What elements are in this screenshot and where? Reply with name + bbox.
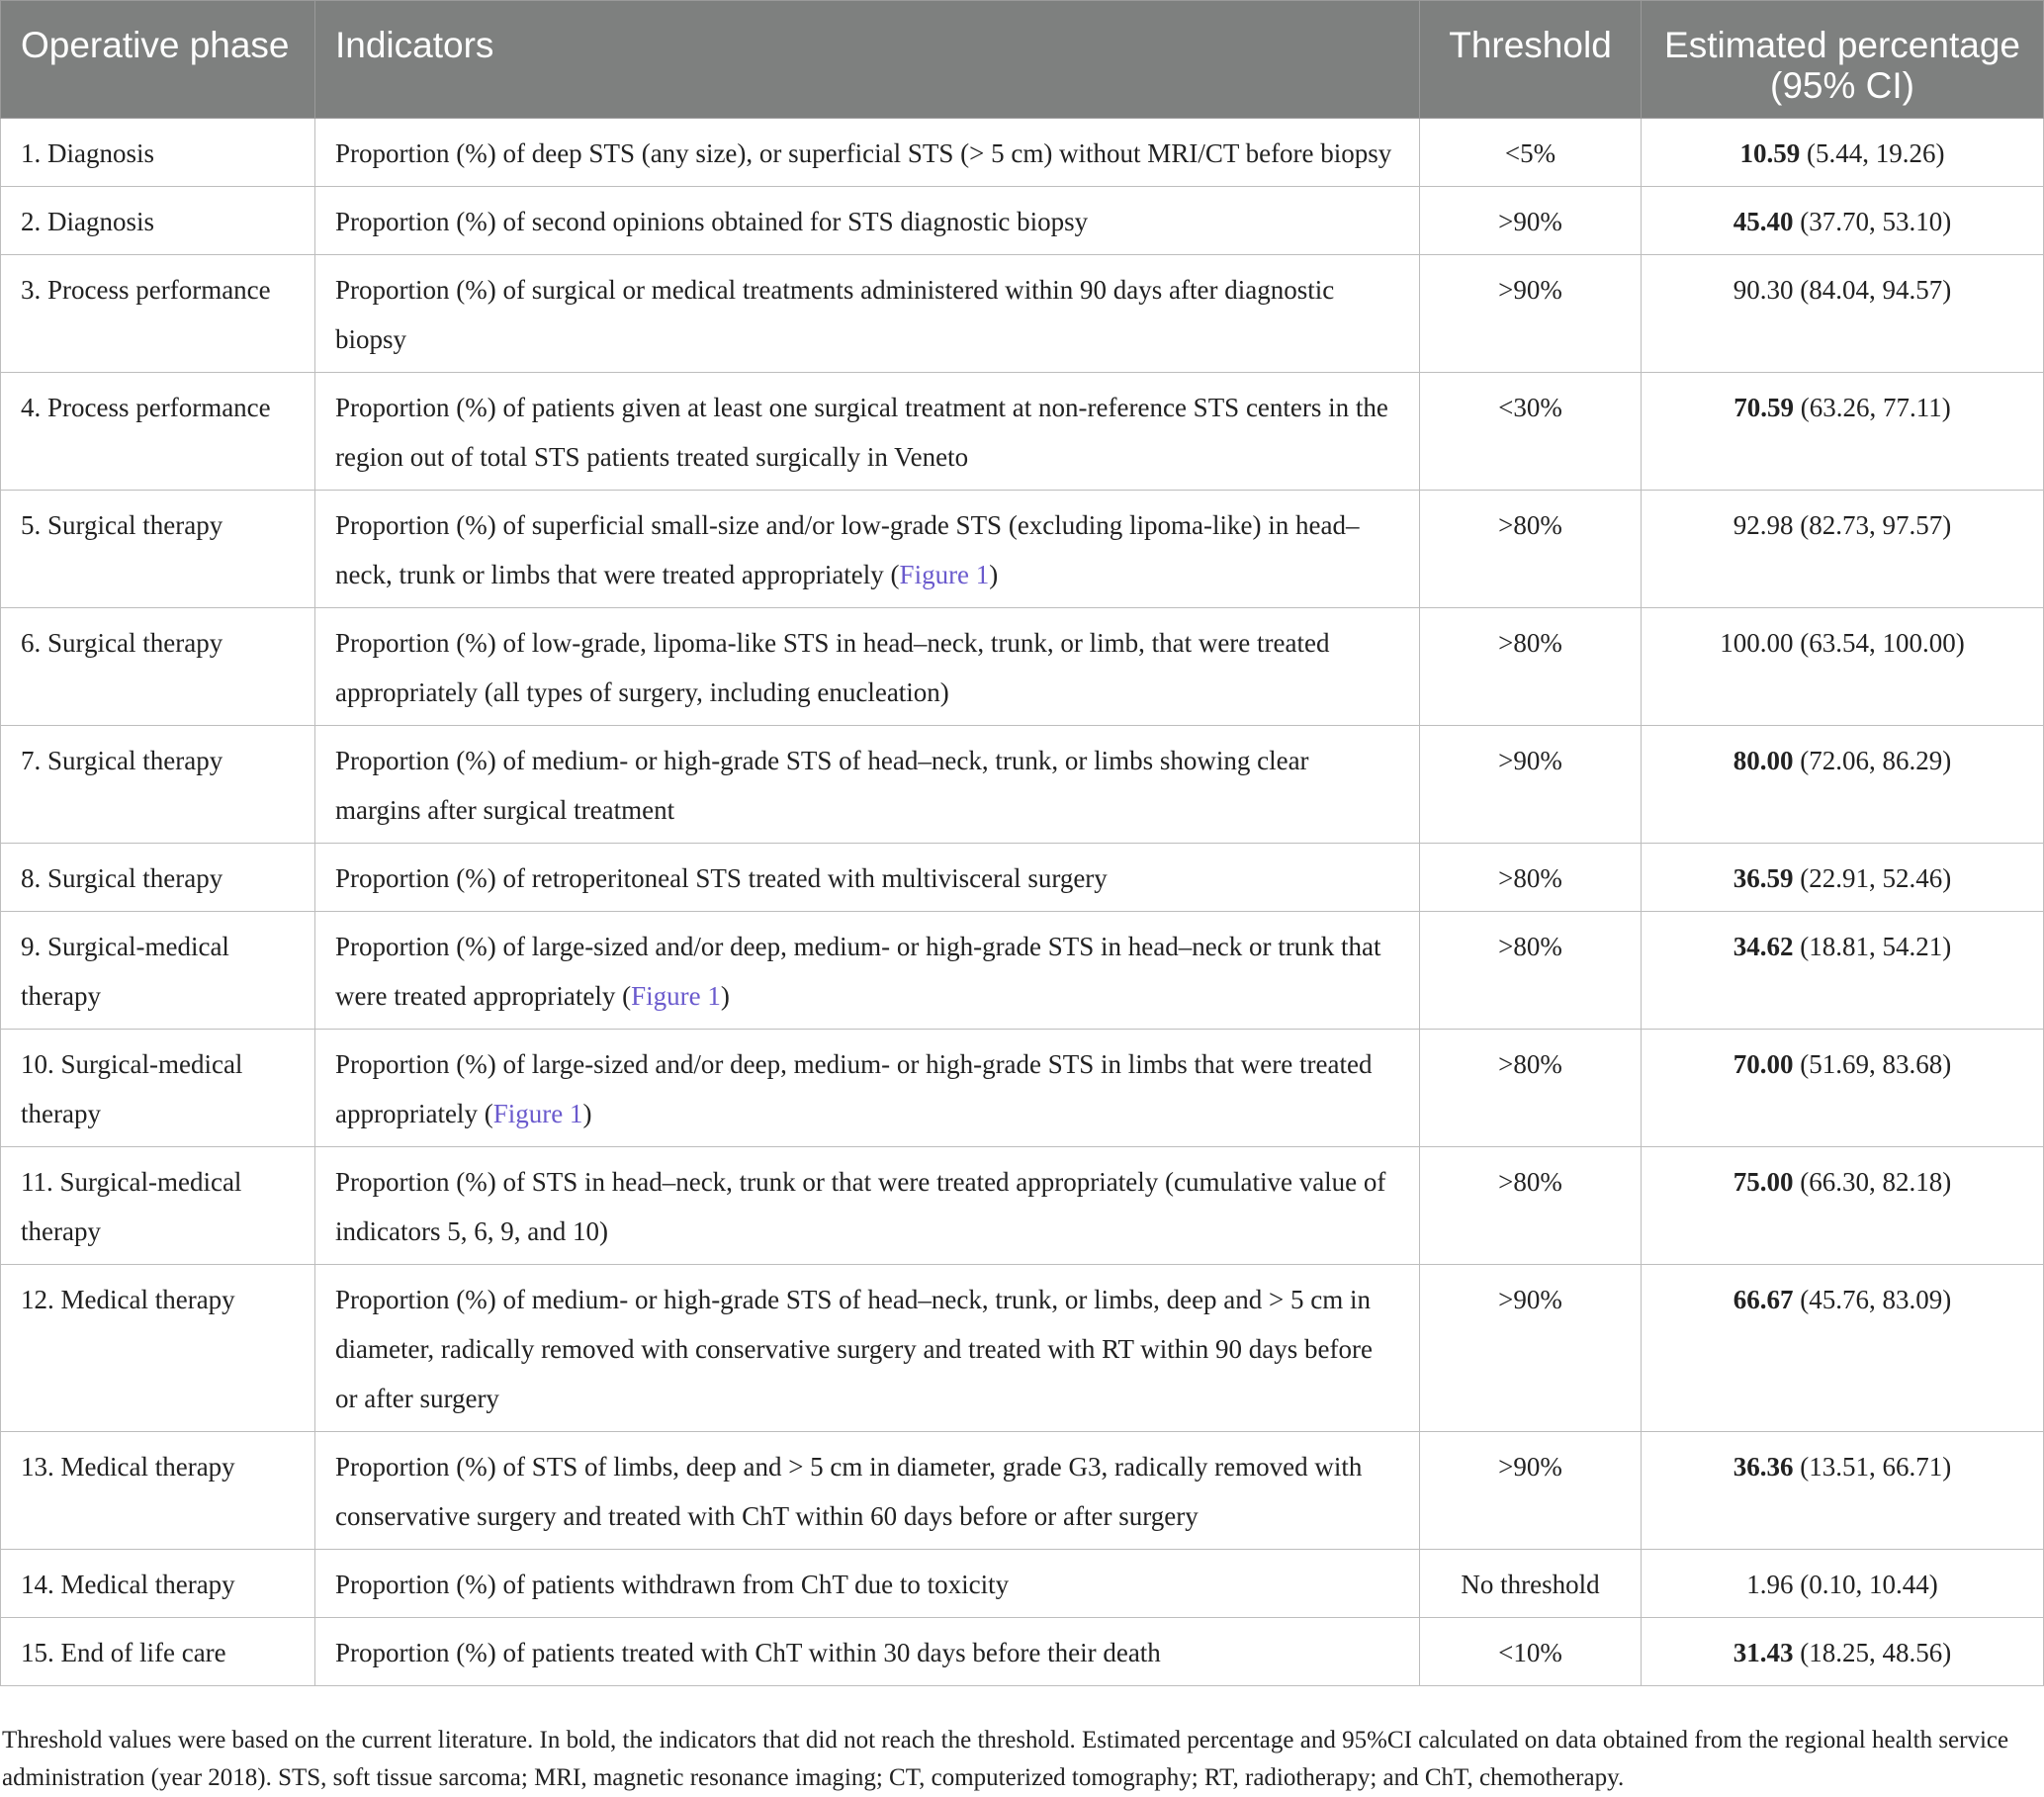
indicator-text: Proportion (%) of patients given at least one surgical treatment at non-reference STS centers in the region out of total STS patients treated surgically in Veneto	[335, 393, 1388, 472]
table-row	[1, 912, 2044, 1030]
confidence-interval: (51.69, 83.68)	[1793, 1049, 1952, 1079]
estimate-value: 36.36	[1733, 1452, 1794, 1482]
figure-link[interactable]: Figure 1	[492, 1099, 583, 1128]
confidence-interval: (22.91, 52.46)	[1793, 863, 1952, 893]
confidence-interval: (13.51, 66.71)	[1793, 1452, 1952, 1482]
confidence-interval: (5.44, 19.26)	[1800, 138, 1945, 168]
indicator-text: Proportion (%) of medium- or high-grade STS of head–neck, trunk, or limbs showing clear margins after surgical treatment	[335, 746, 1309, 825]
estimate-cell	[1642, 912, 2044, 1030]
threshold-cell: >80%	[1420, 491, 1642, 608]
estimate-cell	[1642, 187, 2044, 255]
threshold-cell: >90%	[1420, 726, 1642, 844]
confidence-interval: (37.70, 53.10)	[1793, 207, 1952, 236]
header-operative-phase: Operative phase	[1, 1, 315, 119]
estimate-value: 66.67	[1733, 1285, 1794, 1314]
threshold-cell: >80%	[1420, 912, 1642, 1030]
estimate-cell	[1642, 844, 2044, 912]
confidence-interval: (18.81, 54.21)	[1793, 932, 1952, 961]
indicator-cell	[315, 119, 1420, 187]
operative-phase-cell: 9. Surgical-medical therapy	[1, 912, 315, 1030]
confidence-interval: (66.30, 82.18)	[1793, 1167, 1952, 1197]
estimate-value: 1.96	[1746, 1570, 1794, 1599]
operative-phase-cell: 13. Medical therapy	[1, 1432, 315, 1550]
table-row	[1, 373, 2044, 491]
table-row	[1, 255, 2044, 373]
threshold-cell: >80%	[1420, 608, 1642, 726]
threshold-cell: >80%	[1420, 1030, 1642, 1147]
indicator-cell	[315, 255, 1420, 373]
operative-phase-cell: 7. Surgical therapy	[1, 726, 315, 844]
confidence-interval: (45.76, 83.09)	[1793, 1285, 1952, 1314]
estimate-cell	[1642, 255, 2044, 373]
estimate-cell	[1642, 1550, 2044, 1618]
operative-phase-cell: 11. Surgical-medical therapy	[1, 1147, 315, 1265]
estimate-cell	[1642, 726, 2044, 844]
threshold-cell: <10%	[1420, 1618, 1642, 1686]
indicator-cell	[315, 1265, 1420, 1432]
table-body	[1, 119, 2044, 1686]
estimate-value: 92.98	[1733, 510, 1794, 540]
indicator-cell	[315, 608, 1420, 726]
indicator-text: Proportion (%) of surgical or medical treatments administered within 90 days after diagnostic biopsy	[335, 275, 1335, 354]
table-footnote: Threshold values were based on the current literature. In bold, the indicators that did not reach the threshold. Estimated percentage and 95%CI calculated on data obtained from the regional health service administration (year 2018). STS, soft tissue sarcoma; MRI, magnetic resonance imaging; CT, computerized tomography; RT, radiotherapy; and ChT, chemotherapy.	[2, 1727, 2009, 1791]
indicator-cell	[315, 491, 1420, 608]
estimate-cell	[1642, 1265, 2044, 1432]
threshold-cell: <5%	[1420, 119, 1642, 187]
table-row	[1, 1265, 2044, 1432]
indicator-text: Proportion (%) of second opinions obtained for STS diagnostic biopsy	[335, 207, 1089, 236]
estimate-cell	[1642, 373, 2044, 491]
estimate-value: 36.59	[1733, 863, 1794, 893]
estimate-cell	[1642, 608, 2044, 726]
indicator-text: Proportion (%) of retroperitoneal STS treated with multivisceral surgery	[335, 863, 1108, 893]
figure-link[interactable]: Figure 1	[899, 560, 990, 589]
operative-phase-cell: 10. Surgical-medical therapy	[1, 1030, 315, 1147]
operative-phase-cell: 12. Medical therapy	[1, 1265, 315, 1432]
threshold-cell: >80%	[1420, 844, 1642, 912]
indicator-text: Proportion (%) of patients withdrawn from ChT due to toxicity	[335, 1570, 1010, 1599]
table-row	[1, 119, 2044, 187]
estimate-value: 100.00	[1720, 628, 1794, 658]
operative-phase-cell: 4. Process performance	[1, 373, 315, 491]
indicator-cell	[315, 187, 1420, 255]
indicator-text: Proportion (%) of large-sized and/or deep, medium- or high-grade STS in limbs that were treated appropriately (	[335, 1049, 1373, 1128]
estimate-value: 34.62	[1733, 932, 1794, 961]
operative-phase-cell: 1. Diagnosis	[1, 119, 315, 187]
confidence-interval: (0.10, 10.44)	[1793, 1570, 1938, 1599]
indicator-text: Proportion (%) of deep STS (any size), or superficial STS (> 5 cm) without MRI/CT before biopsy	[335, 138, 1392, 168]
confidence-interval: (84.04, 94.57)	[1793, 275, 1952, 305]
estimate-cell	[1642, 1618, 2044, 1686]
confidence-interval: (72.06, 86.29)	[1793, 746, 1952, 775]
indicator-cell	[315, 1432, 1420, 1550]
table-header	[1, 1, 2044, 119]
table-row	[1, 1030, 2044, 1147]
table-row	[1, 1618, 2044, 1686]
figure-link[interactable]: Figure 1	[631, 981, 721, 1011]
operative-phase-cell: 14. Medical therapy	[1, 1550, 315, 1618]
table-row	[1, 187, 2044, 255]
indicator-text: Proportion (%) of medium- or high-grade STS of head–neck, trunk, or limbs, deep and > 5 cm in diameter, radically removed with conservative surgery and treated with RT within 90 days before or after surgery	[335, 1285, 1373, 1413]
confidence-interval: (18.25, 48.56)	[1793, 1638, 1952, 1667]
threshold-cell: >90%	[1420, 1432, 1642, 1550]
indicator-suffix: )	[720, 981, 730, 1011]
estimate-cell	[1642, 1147, 2044, 1265]
estimate-cell	[1642, 119, 2044, 187]
indicator-suffix: )	[582, 1099, 592, 1128]
operative-phase-cell: 8. Surgical therapy	[1, 844, 315, 912]
indicator-text: Proportion (%) of STS of limbs, deep and > 5 cm in diameter, grade G3, radically removed with conservative surgery and treated with ChT within 60 days before or after surgery	[335, 1452, 1363, 1531]
estimate-value: 31.43	[1733, 1638, 1794, 1667]
confidence-interval: (63.26, 77.11)	[1794, 393, 1951, 422]
estimate-value: 90.30	[1733, 275, 1794, 305]
table-row	[1, 1550, 2044, 1618]
indicator-text: Proportion (%) of low-grade, lipoma-like STS in head–neck, trunk, or limb, that were treated appropriately (all types of surgery, including enucleation)	[335, 628, 1330, 707]
threshold-cell: >80%	[1420, 1147, 1642, 1265]
header-threshold: Threshold	[1420, 1, 1642, 119]
threshold-cell: <30%	[1420, 373, 1642, 491]
estimate-cell	[1642, 1030, 2044, 1147]
operative-phase-cell: 2. Diagnosis	[1, 187, 315, 255]
threshold-cell: >90%	[1420, 255, 1642, 373]
estimate-value: 75.00	[1733, 1167, 1794, 1197]
table-row	[1, 844, 2044, 912]
threshold-cell: No threshold	[1420, 1550, 1642, 1618]
indicator-text: Proportion (%) of large-sized and/or deep, medium- or high-grade STS in head–neck or trunk that were treated appropriately (	[335, 932, 1381, 1011]
indicator-cell	[315, 1030, 1420, 1147]
confidence-interval: (63.54, 100.00)	[1793, 628, 1965, 658]
indicator-text: Proportion (%) of superficial small-size and/or low-grade STS (excluding lipoma-like) in head–neck, trunk or limbs that were treated appropriately (	[335, 510, 1360, 589]
table-row	[1, 1432, 2044, 1550]
confidence-interval: (82.73, 97.57)	[1793, 510, 1952, 540]
estimate-value: 80.00	[1733, 746, 1794, 775]
indicator-cell	[315, 726, 1420, 844]
indicator-cell	[315, 1550, 1420, 1618]
estimate-cell	[1642, 1432, 2044, 1550]
indicator-cell	[315, 844, 1420, 912]
indicator-cell	[315, 373, 1420, 491]
indicator-suffix: )	[989, 560, 999, 589]
table-row	[1, 608, 2044, 726]
threshold-cell: >90%	[1420, 187, 1642, 255]
table-row	[1, 1147, 2044, 1265]
estimate-value: 70.00	[1733, 1049, 1794, 1079]
estimate-value: 10.59	[1739, 138, 1801, 168]
table-row	[1, 491, 2044, 608]
threshold-cell: >90%	[1420, 1265, 1642, 1432]
estimate-value: 70.59	[1733, 393, 1794, 422]
indicator-cell	[315, 912, 1420, 1030]
estimate-value: 45.40	[1733, 207, 1794, 236]
indicator-text: Proportion (%) of STS in head–neck, trunk or that were treated appropriately (cumulative value of indicators 5, 6, 9, and 10)	[335, 1167, 1386, 1246]
header-row	[1, 1, 2044, 119]
operative-phase-cell: 5. Surgical therapy	[1, 491, 315, 608]
header-indicators: Indicators	[315, 1, 1420, 119]
indicator-cell	[315, 1147, 1420, 1265]
table-row	[1, 726, 2044, 844]
operative-phase-cell: 15. End of life care	[1, 1618, 315, 1686]
indicator-text: Proportion (%) of patients treated with ChT within 30 days before their death	[335, 1638, 1161, 1667]
operative-phase-cell: 3. Process performance	[1, 255, 315, 373]
operative-phase-cell: 6. Surgical therapy	[1, 608, 315, 726]
indicator-cell	[315, 1618, 1420, 1686]
header-estimated-percentage: Estimated percentage (95% CI)	[1642, 1, 2044, 119]
estimate-cell	[1642, 491, 2044, 608]
